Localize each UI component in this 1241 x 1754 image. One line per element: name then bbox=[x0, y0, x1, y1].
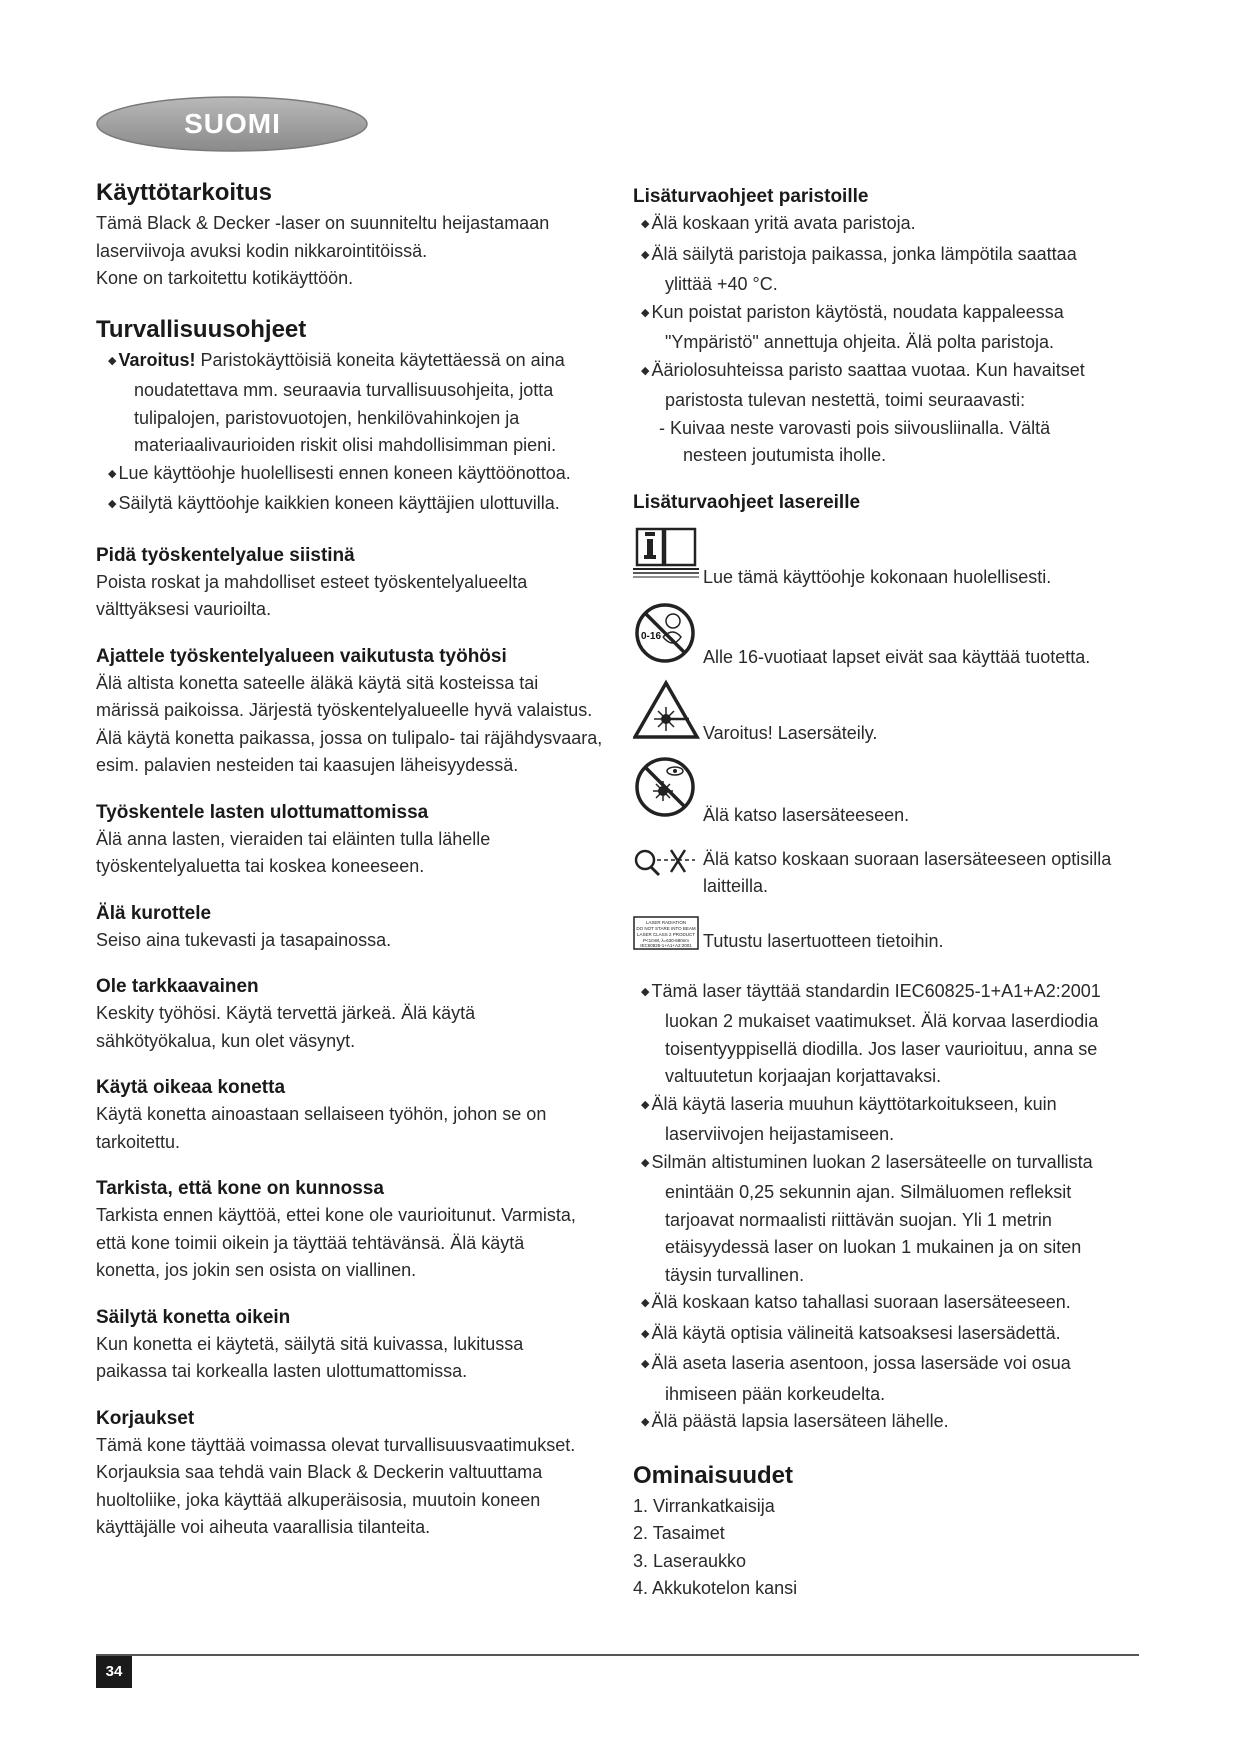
bullet-icon: ◆ bbox=[641, 1358, 650, 1370]
symbol-text: Lue tämä käyttöohje kokonaan huolellisesti. bbox=[703, 567, 1052, 587]
battery-bullet: ◆ Kun poistat pariston käytöstä, noudata kappaleessa "Ympäristö" annettuja ohjeita. Älä polta paristoja. bbox=[641, 301, 1064, 352]
purpose-title: Käyttötarkoitus bbox=[96, 179, 273, 206]
section-line: Keskity työhösi. Käytä tervettä järkeä. Älä käytä bbox=[96, 1003, 476, 1023]
section-title: Ole tarkkaavainen bbox=[96, 976, 259, 997]
feature-item: 1. Virrankatkaisija bbox=[633, 1495, 775, 1516]
symbol-text: Alle 16-vuotiaat lapset eivät saa käyttää tuotetta. bbox=[703, 647, 1091, 667]
feature-item: 3. Laseraukko bbox=[633, 1550, 747, 1571]
section-title: Tarkista, että kone on kunnossa bbox=[96, 1178, 384, 1199]
symbol-row bbox=[633, 760, 1153, 830]
laser-bullet: ◆ Älä aseta laseria asentoon, jossa lasersäde voi osua ihmiseen pään korkeudelta. bbox=[641, 1353, 1071, 1404]
label-icon-line: IEC60825-1+A1+A2:2001 bbox=[640, 942, 692, 948]
laser-bullet: ◆ Tämä laser täyttää standardin IEC60825-1+A1+A2:2001 luokan 2 mukaiset vaatimukset. Älä korvaa laserdiodia toisentyyppisellä diodilla. Jos laser vaurioituu, anna se valtuutetun korjaajan korjattavaksi. bbox=[641, 980, 1101, 1086]
page-number: 34 bbox=[96, 1656, 132, 1688]
laser-warning-icon bbox=[633, 679, 703, 748]
safety-bullet: ◆ Lue käyttöohje huolellisesti ennen koneen käyttöönottoa. bbox=[108, 462, 571, 483]
section-line: työskentelyaluetta tai koskea koneeseen. bbox=[96, 856, 425, 876]
age-icon-text: 0-16 bbox=[641, 630, 662, 642]
purpose-line: Tämä Black & Decker -laser on suunniteltu heijastamaan bbox=[96, 213, 550, 233]
feature-item: 2. Tasaimet bbox=[633, 1523, 725, 1543]
section-line: Älä altista konetta sateelle äläkä käytä sitä kosteissa tai bbox=[96, 672, 539, 693]
laser-bullet: ◆ Älä käytä laseria muuhun käyttötarkoitukseen, kuin laserviivojen heijastamiseen. bbox=[641, 1093, 1057, 1144]
age-restriction-icon bbox=[633, 603, 703, 672]
symbol-text: Tutustu lasertuotteen tietoihin. bbox=[703, 931, 944, 951]
section-line: paikassa tai korkealla lasten ulottumattomissa. bbox=[96, 1361, 468, 1381]
section-title: Työskentele lasten ulottumattomissa bbox=[96, 801, 429, 823]
label-icon-line: P<1mW, λ=630-680nm bbox=[642, 937, 690, 943]
bullet-icon: ◆ bbox=[641, 306, 650, 319]
symbol-row bbox=[633, 684, 1153, 748]
bullet-icon: ◆ bbox=[108, 498, 117, 510]
battery-bullet: ◆ Ääriolosuhteissa paristo saattaa vuotaa. Kun havaitset paristosta tulevan nestettä, toimi seuraavasti: bbox=[641, 359, 1085, 410]
section-line: Korjauksia saa tehdä vain Black & Deckerin valtuuttama bbox=[96, 1462, 543, 1482]
section-title: Ajattele työskentelyalueen vaikutusta työhösi bbox=[96, 645, 507, 667]
section-title: Käytä oikeaa konetta bbox=[96, 1077, 286, 1098]
section-title: Älä kurottele bbox=[96, 902, 212, 924]
section-line: Älä anna lasten, vieraiden tai eläinten tulla lähelle bbox=[96, 828, 491, 849]
symbol-text: Varoitus! Lasersäteily. bbox=[703, 723, 878, 743]
bullet-icon: ◆ bbox=[641, 1327, 650, 1340]
bullet-icon: ◆ bbox=[108, 354, 117, 367]
label-icon-line: LASER CLASS 2 PRODUCT bbox=[636, 931, 696, 937]
section-line: Seiso aina tukevasti ja tasapainossa. bbox=[96, 929, 392, 950]
section-title: Pidä työskentelyalue siistinä bbox=[96, 544, 355, 566]
section-line: märissä paikoissa. Järjestä työskentelyalueelle hyvä valaistus. bbox=[96, 700, 593, 720]
section-title: Säilytä konetta oikein bbox=[96, 1306, 291, 1328]
purpose-line: laserviivoja avuksi kodin nikkarointitöissä. bbox=[96, 240, 428, 261]
battery-bullet: ◆ Älä säilytä paristoja paikassa, jonka lämpötila saattaa ylittää +40 °C. bbox=[641, 243, 1077, 294]
bullet-icon: ◆ bbox=[641, 248, 650, 261]
language-tab bbox=[95, 95, 370, 153]
section-line: Kun konetta ei käytetä, säilytä sitä kuivassa, lukitussa bbox=[96, 1333, 524, 1354]
safety-bullet: ◆ Säilytä käyttöohje kaikkien koneen käyttäjien ulottuvilla. bbox=[108, 493, 560, 513]
laser-bullet: ◆ Älä koskaan katso tahallasi suoraan lasersäteeseen. bbox=[641, 1292, 1071, 1312]
bullet-icon: ◆ bbox=[641, 364, 650, 377]
section-line: Älä käytä konetta paikassa, jossa on tulipalo- tai räjähdysvaara, bbox=[96, 727, 603, 748]
symbol-text: Älä katso lasersäteeseen. bbox=[703, 805, 910, 825]
section-line: konetta, jos jokin sen osista on viallinen. bbox=[96, 1260, 417, 1280]
section-line: Tarkista ennen käyttöä, ettei kone ole vaurioitunut. Varmista, bbox=[96, 1205, 576, 1225]
language-label: SUOMI bbox=[184, 108, 281, 139]
section-title: Korjaukset bbox=[96, 1407, 195, 1429]
symbol-row bbox=[633, 608, 1153, 672]
laser-label-icon bbox=[633, 911, 703, 956]
left-column bbox=[96, 178, 616, 1542]
section-line: esim. palavien nesteiden tai kaasujen läheisyydessä. bbox=[96, 755, 519, 775]
right-column bbox=[633, 184, 1153, 1603]
purpose-line: Kone on tarkoitettu kotikäyttöön. bbox=[96, 268, 354, 288]
symbol-text: Älä katso koskaan suoraan lasersäteeseen optisilla laitteilla. bbox=[703, 848, 1112, 896]
label-icon-line: DO NOT STARE INTO BEAM bbox=[636, 925, 696, 931]
symbol-row bbox=[633, 530, 1153, 592]
section-line: välttyäksesi vaurioilta. bbox=[96, 599, 272, 619]
section-line: tarkoitettu. bbox=[96, 1131, 181, 1152]
laser-title: Lisäturvaohjeet lasereille bbox=[633, 491, 861, 513]
section-line: käyttäjälle voi aiheuta vaarallisia tilanteita. bbox=[96, 1517, 431, 1537]
bullet-icon: ◆ bbox=[641, 1156, 650, 1169]
label-icon-line: LASER RADIATION bbox=[645, 919, 687, 925]
section-line: Käytä konetta ainoastaan sellaiseen työhön, johon se on bbox=[96, 1104, 547, 1124]
bullet-icon: ◆ bbox=[641, 1098, 650, 1111]
bullet-icon: ◆ bbox=[641, 1297, 650, 1309]
bullet-icon: ◆ bbox=[108, 467, 117, 480]
laser-bullet: ◆ Älä päästä lapsia lasersäteen lähelle. bbox=[641, 1411, 949, 1431]
bullet-icon: ◆ bbox=[641, 1416, 650, 1428]
laser-bullet: ◆ Älä käytä optisia välineitä katsoaksesi lasersädettä. bbox=[641, 1322, 1061, 1343]
symbol-row bbox=[633, 846, 1153, 902]
bullet-icon: ◆ bbox=[641, 985, 650, 998]
no-stare-icon bbox=[633, 755, 703, 830]
manual-book-icon bbox=[633, 525, 703, 592]
feature-item: 4. Akkukotelon kansi bbox=[633, 1578, 798, 1598]
safety-bullet: ◆ Varoitus! Paristokäyttöisiä koneita käytettäessä on aina noudatettava mm. seuraavia turvallisuusohjeita, jotta tulipalojen, paristovuotojen, henkilövahinkojen ja materiaalivaurioiden riskit olisi mahdollisimman pieni. bbox=[108, 349, 565, 455]
battery-title: Lisäturvaohjeet paristoille bbox=[633, 186, 869, 207]
laser-bullet: ◆ Silmän altistuminen luokan 2 lasersäteelle on turvallista enintään 0,25 sekunnin ajan. Silmäluomen refleksit tarjoavat normaalisti riittävän suojan. Yli 1 metrin etäisyydessä laser on luokan 1 mukainen ja on siten täysin turvallinen. bbox=[641, 1151, 1093, 1285]
no-optics-icon bbox=[633, 846, 703, 885]
section-line: sähkötyökalua, kun olet väsynyt. bbox=[96, 1030, 356, 1051]
symbol-row bbox=[633, 912, 1153, 956]
safety-title: Turvallisuusohjeet bbox=[96, 315, 307, 343]
section-line: Tämä kone täyttää voimassa olevat turvallisuusvaatimukset. bbox=[96, 1434, 576, 1455]
features-title: Ominaisuudet bbox=[633, 1461, 794, 1489]
footer-rule bbox=[96, 1654, 1139, 1656]
section-line: huoltoliike, joka käyttää alkuperäisosia, muutoin koneen bbox=[96, 1489, 541, 1510]
battery-bullet: ◆ Älä koskaan yritä avata paristoja. bbox=[641, 213, 916, 233]
warning-label: Varoitus! bbox=[118, 349, 196, 370]
section-line: Poista roskat ja mahdolliset esteet työskentelyalueelta bbox=[96, 571, 528, 592]
battery-sub-item: - Kuivaa neste varovasti pois siivousliinalla. Vältä nesteen joutumista iholle. bbox=[659, 417, 1051, 465]
bullet-icon: ◆ bbox=[641, 218, 650, 230]
section-line: että kone toimii oikein ja täyttää tehtävänsä. Älä käytä bbox=[96, 1232, 525, 1253]
